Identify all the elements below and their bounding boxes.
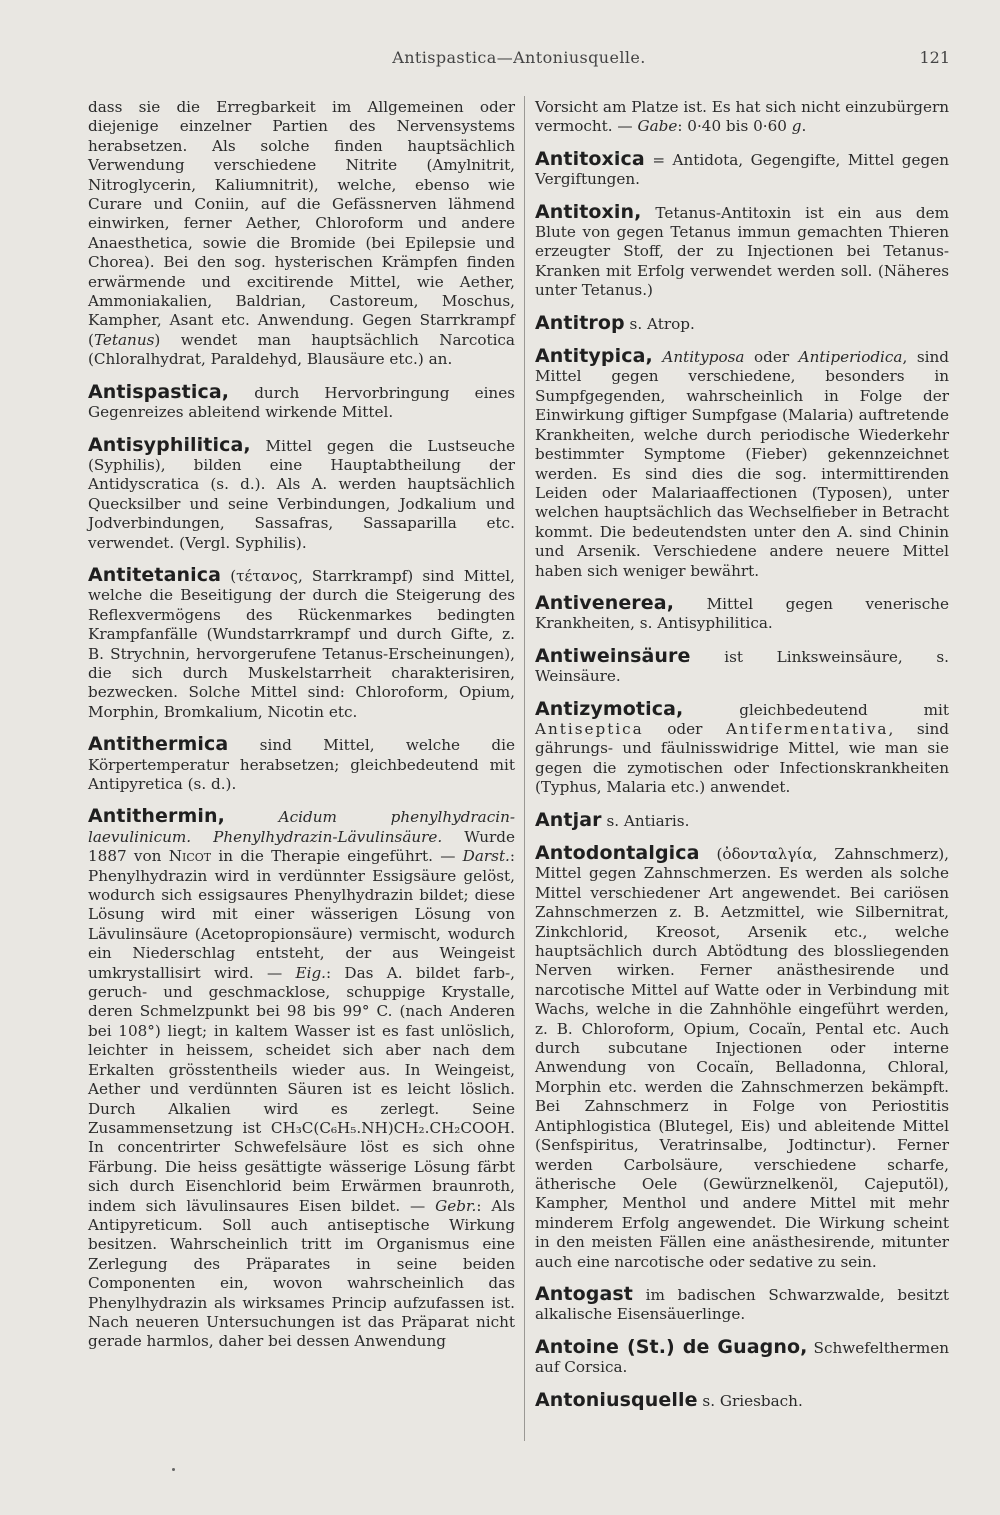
headword: Antoniusquelle [535, 1388, 698, 1411]
headword: Antiweinsäure [535, 644, 691, 667]
paragraph-text: : 0·40 bis 0·60 [677, 117, 792, 136]
entry-antjar [535, 808, 949, 831]
italic-term: Antityposa [652, 348, 745, 367]
definition: : Als Antipyreticum. Soll auch antiseptische Wirkung besitzen. Wahrscheinlich tritt im Organismus eine Zerlegung des Präparates in seine beiden Componenten ein, wovon wahrscheinlich das Phenylhydrazin als wirksames Princip aufzufassen ist. Nach neueren Untersuchungen ist das Präparat nicht gerade harmlos, daher bei dessen Anwendung [88, 1196, 515, 1351]
section-label: Gabe [637, 117, 678, 136]
entry-antogast [535, 1282, 949, 1325]
spaced-term: Antiseptica [535, 719, 644, 738]
entry-antitypica [535, 347, 949, 581]
definition: oder [744, 348, 799, 367]
continued-paragraph [88, 98, 515, 370]
definition: in die Therapie eingeführt. — [211, 847, 463, 866]
unit: g [791, 117, 802, 136]
definition: Tetanus-Antitoxin ist ein aus dem Blute von gegen Tetanus immun gemachten Thieren erzeugter Stoff, der zu Injectionen bei Tetanus-Kranken mit Erfolg verwendet werden soll. (Näheres unter Tetanus.) [535, 203, 949, 300]
entry-antitoxica [535, 147, 949, 190]
entry-antithermica [88, 735, 515, 794]
definition: : Das A. bildet farb-, geruch- und geschmacklose, schuppige Krystalle, deren Schmelzpunkt bei 98 bis 99° C. (nach Anderen bei 108°) liegt; in kaltem Wasser ist es fast unlöslich, leichter in heissem, scheidet sich aber nach dem Erkalten grösstentheils wieder aus. In Weingeist, Aether und verdünnten Säuren ist es leicht löslich. Durch Alkalien wird es zerlegt. Seine Zusammensetzung ist CH₃C(C₆H₅.NH)CH₂.CH₂COOH. In concentrirter Schwefelsäure löst es sich ohne Färbung. Die heiss gesättigte wässerige Lösung färbt sich durch Eisenchlorid beim Erwärmen braunroth, indem sich lävulinsaures Eisen bildet. — [88, 963, 515, 1215]
definition: = Antidota, Gegengifte, Mittel gegen Vergiftungen. [535, 150, 949, 189]
entry-antitoxin [535, 200, 949, 301]
entry-antitetanica [88, 563, 515, 722]
definition: oder [643, 719, 726, 738]
paragraph-text: ) wendet man hauptsächlich Narcotica (Chloralhydrat, Paraldehyd, Blausäure etc.) an. [88, 330, 515, 369]
headword: Antisyphilitica, [88, 433, 251, 456]
running-title: Antispastica—Antoniusquelle. [392, 48, 646, 67]
definition: Schwefelthermen auf Corsica. [535, 1338, 949, 1377]
entry-antithermin [88, 807, 515, 1351]
definition: im badischen Schwarzwalde, besitzt alkalische Eisensäuerlinge. [535, 1285, 949, 1324]
paragraph-text: Vorsicht am Platze ist. Es hat sich nicht einzubürgern vermocht. — [535, 98, 949, 136]
definition: Mittel gegen die Lustseuche (Syphilis), bilden eine Hauptabtheilung der Antidyscratica (s. d.). Als A. werden hauptsächlich Quecksilber und seine Verbindungen, Jodkalium und Jodverbindungen, Sassafras, Sassaparilla etc. verwendet. (Vergl. Syphilis). [88, 436, 515, 552]
headword: Antitypica, [535, 345, 653, 368]
section-label: Darst. [462, 847, 510, 866]
spaced-term: Antifermentativa [725, 719, 889, 738]
section-label: Eig. [295, 963, 327, 982]
entry-antisyphilitica [88, 433, 515, 553]
section-label: Gebr. [435, 1196, 477, 1215]
italic-term: Tetanus [93, 330, 155, 349]
entry-antitrop [535, 311, 949, 334]
headword: Antitrop [535, 311, 625, 334]
definition: , sind Mittel gegen verschiedene, besonders in Sumpfgegenden, wahrscheinlich in Folge der Einwirkung giftiger Sumpfgase (Malaria) auftretende Krankheiten, welche durch periodische Wiederkehr bestimmter Symptome (Fieber) gekennzeichnet werden. Es sind dies die sog. intermittirenden Leiden oder Malariaaffectionen (Typosen), unter welchen hauptsächlich das Wechselfieber in Betracht kommt. Die bedeutendsten unter den A. sind Chinin und Arsenik. Verschiedene andere neuere Mittel haben sich weniger bewährt. [535, 348, 950, 580]
definition: s. Atrop. [624, 314, 695, 333]
entry-antodontalgica [535, 844, 949, 1272]
headword: Antitetanica [88, 563, 222, 586]
headword: Antodontalgica [535, 842, 700, 864]
headword: Antitoxin, [535, 200, 642, 223]
entry-antoniusquelle [535, 1388, 949, 1411]
headword: Antispastica, [88, 380, 230, 403]
definition: ist Linksweinsäure, s. Weinsäure. [535, 647, 949, 686]
definition: durch Hervorbringung eines Gegenreizes ableitend wirkende Mittel. [88, 383, 515, 422]
headword: Antivenerea, [535, 591, 675, 614]
author-name: Nicot [168, 847, 212, 866]
definition: (τέτανος, Starrkrampf) sind Mittel, welche die Beseitigung der durch die Steigerung des Reflexvermögens des Rückenmarkes bedingten Krampfanfälle (Wundstarrkrampf und durch Gifte, z. B. Strychnin, hervorgerufene Tetanus-Erscheinungen), die sich durch Muskelstarrheit charakterisiren, bezwecken. Solche Mittel sind: Chloroform, Opium, Morphin, Bromkalium, Nicotin etc. [88, 566, 515, 721]
definition: : Phenylhydrazin wird in verdünnter Essigsäure gelöst, wodurch sich essigsaures Phenylhydrazin bildet; diese Lösung wird mit einer wässerigen Lösung von Lävulinsäure (Acetopropionsäure) vermischt, wodurch ein Niederschlag entsteht, der aus Weingeist umkrystallisirt wird. — [88, 847, 516, 982]
definition: sind Mittel, welche die Körpertemperatur herabsetzen; gleichbedeutend mit Antipyretica (s. d.). [88, 736, 515, 793]
left-column [88, 98, 515, 1365]
italic-term: Acidum phenylhydracin-laevulinicum. Phenylhydrazin-Lävulinsäure. [88, 808, 515, 846]
italic-term: Antiperiodica [798, 348, 903, 367]
page-number: 121 [919, 48, 950, 67]
headword: Antithermin, [88, 805, 225, 828]
right-column [535, 98, 949, 1424]
definition: (ὀδονταλγία, Zahnschmerz), Mittel gegen Zahnschmerzen. Es werden als solche Mittel verschiedener Art angewendet. Bei cariösen Zahnschmerzen z. B. Aetzmittel, wie Silbernitrat, Zinkchlorid, Kreosot, Arsenik etc., welche hauptsächlich durch Abtödtung des blossliegenden Nerven wirken. Ferner anästhesirende und narcotische Mittel auf Watte oder in Verbindung mit Wachs, welche in die Zahnhöhle eingeführt werden, z. B. Chloroform, Opium, Cocaïn, Pental etc. Auch durch subcutane Injectionen oder interne Anwendung von Cocaïn, Belladonna, Chloral, Morphin etc. werden die Zahnschmerzen bekämpft. Bei Zahnschmerz in Folge von Periostitis Antiphlogistica (Blutegel, Eis) und ableitende Mittel (Senfspiritus, Veratrinsalbe, Jodtinctur). Ferner werden Carbolsäure, verschiedene scharfe, ätherische Oele (Gewürznelkenöl, Cajeputöl), Kampher, Menthol und andere Mittel mit mehr minderem Erfolg angewendet. Die Wirkung scheint in den meisten Fällen eine anästhesirende, mitunter auch eine narcotische oder sedative zu sein. [535, 845, 949, 1271]
definition: Wurde 1887 von [88, 827, 515, 866]
continued-paragraph [535, 98, 949, 137]
definition: s. Antiaris. [601, 811, 690, 830]
entry-antizymotica [535, 697, 949, 798]
definition: s. Griesbach. [697, 1391, 803, 1410]
paragraph-text: dass sie die Erregbarkeit im Allgemeinen oder diejenige einzelner Partien des Nervensystems herabsetzen. Als solche finden hauptsächlich Verwendung verschiedene Nitrite (Amylnitrit, Nitroglycerin, Kaliumnitrit), welche, ebenso wie Curare und Coniin, auf die Gefässnerven lähmend einwirken, ferner Aether, Chloroform und andere Anaesthetica, sowie die Bromide (bei Epilepsie und Chorea). Bei den sog. hysterischen Krämpfen finden erwärmende und excitirende Mittel, wie Aether, Ammoniakalien, Baldrian, Castoreum, Moschus, Kampher, Asant etc. Anwendung. Gegen Starrkrampf ( [88, 98, 515, 349]
running-header [88, 48, 950, 72]
headword: Antizymotica, [535, 697, 684, 720]
ink-speck [172, 1468, 175, 1471]
headword: Antoine (St.) de Guagno, [535, 1335, 808, 1358]
definition: , sind gährungs- und fäulnisswidrige Mittel, wie man sie gegen die zymotischen oder Infectionskrankheiten (Typhus, Malaria etc.) anwendet. [535, 719, 949, 797]
definition: Mittel gegen venerische Krankheiten, s. Antisyphilitica. [535, 594, 949, 633]
headword: Antithermica [88, 733, 229, 756]
entry-antivenerea [535, 591, 949, 634]
entry-antoine [535, 1335, 949, 1378]
definition: gleichbedeutend mit [683, 700, 949, 719]
column-divider [524, 96, 525, 1441]
entry-antispastica [88, 380, 515, 423]
headword: Antogast [535, 1282, 633, 1305]
headword: Antjar [535, 808, 602, 831]
entry-antiweinsaeure [535, 644, 949, 687]
paragraph-text: . [801, 117, 807, 136]
headword: Antitoxica [535, 147, 645, 170]
